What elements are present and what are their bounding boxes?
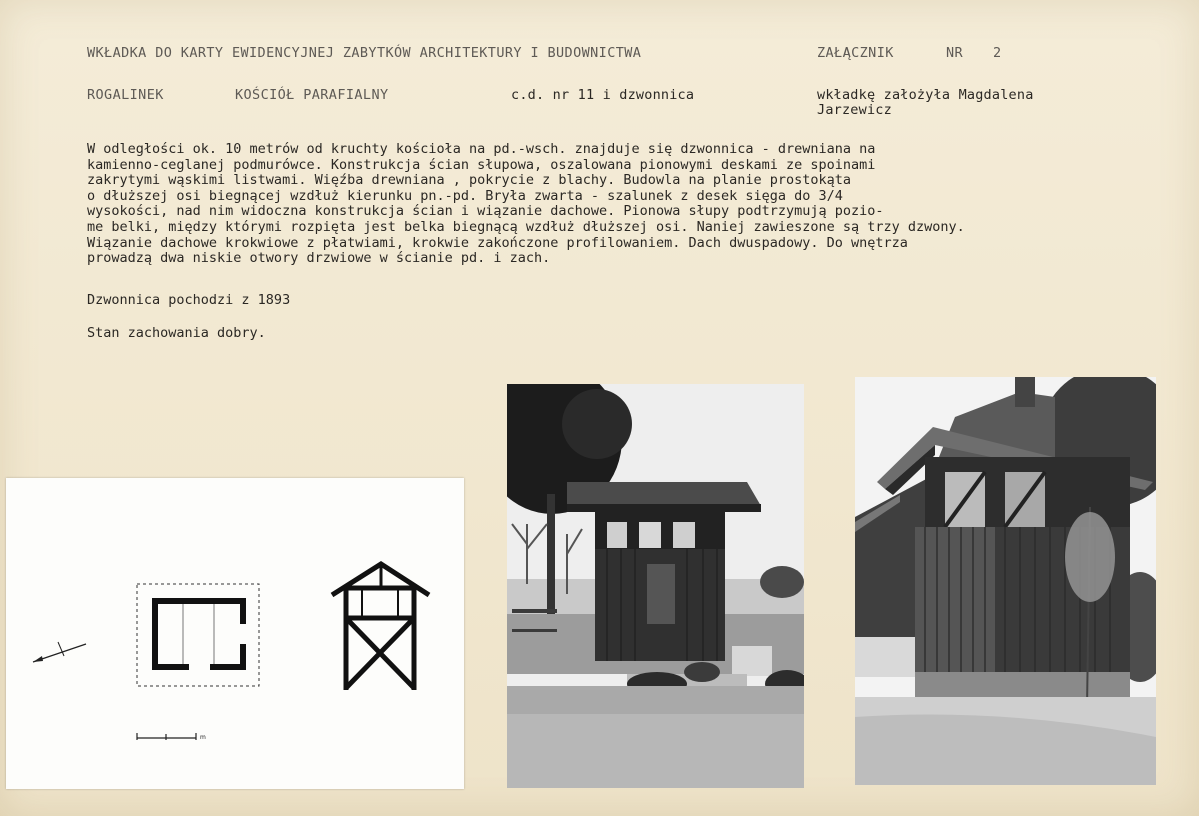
bell-tower-elevation — [332, 564, 429, 690]
photo-bell-tower-front — [507, 384, 804, 788]
drawing-card — [6, 478, 464, 789]
floor-plan — [152, 598, 246, 670]
object-name: KOŚCIÓŁ PARAFIALNY — [235, 87, 389, 103]
place-name: ROGALINEK — [87, 87, 164, 103]
photo-bell-tower-side — [855, 377, 1156, 785]
description-line: o dłuższej osi biegnącej wzdłuż kierunku pn.-pd. Bryła zwarta - szalunek z desek sięga do 3/4 — [87, 187, 843, 204]
description-line: wysokości, nad nim widoczna konstrukcja ścian i wiązanie dachowe. Pionowa słupy podtrzymują pozio- — [87, 203, 884, 220]
scale-unit: m — [200, 734, 206, 741]
continuation-ref: c.d. nr 11 i dzwonnica — [511, 87, 695, 103]
description-line: kamienno-ceglanej podmurówce. Konstrukcja ścian słupowa, oszalowana pionowymi deskami ze spoinami — [87, 156, 876, 173]
scale-bar — [137, 733, 196, 740]
date-note: Dzwonnica pochodzi z 1893 — [87, 292, 291, 308]
north-arrow-icon — [33, 642, 86, 662]
condition-note: Stan zachowania dobry. — [87, 325, 266, 341]
description-line: W odległości ok. 10 metrów od kruchty kościoła na pd.-wsch. znajduje się dzwonnica - drewniana na — [87, 141, 876, 157]
author-line-1: wkładkę założyła Magdalena — [817, 87, 1034, 103]
description-line: prowadzą dwa niskie otwory drzwiowe w ścianie pd. i zach. — [87, 250, 551, 267]
plan-and-section-drawing — [6, 478, 464, 789]
description-line: zakrytymi wąskimi listwami. Więźba drewniana , pokrycie z blachy. Budowla na planie prostokąta — [87, 172, 852, 189]
author-line-2: Jarzewicz — [817, 102, 892, 118]
description-paragraph — [87, 142, 1167, 267]
annex-label: ZAŁĄCZNIK — [817, 45, 894, 61]
nr-label: NR — [946, 45, 964, 61]
description-line: me belki, między którymi rozpięta jest belka biegnącą wzdłuż dłuższej osi. Naniej zawieszone są trzy dzwony. — [87, 218, 965, 235]
description-line: Wiązanie dachowe krokwiowe z płatwiami, krokwie zakończone profilowaniem. Dach dwuspadowy. Do wnętrza — [87, 234, 908, 251]
nr-value: 2 — [993, 45, 1002, 61]
sheet-title: WKŁADKA DO KARTY EWIDENCYJNEJ ZABYTKÓW ARCHITEKTURY I BUDOWNICTWA — [87, 45, 642, 61]
